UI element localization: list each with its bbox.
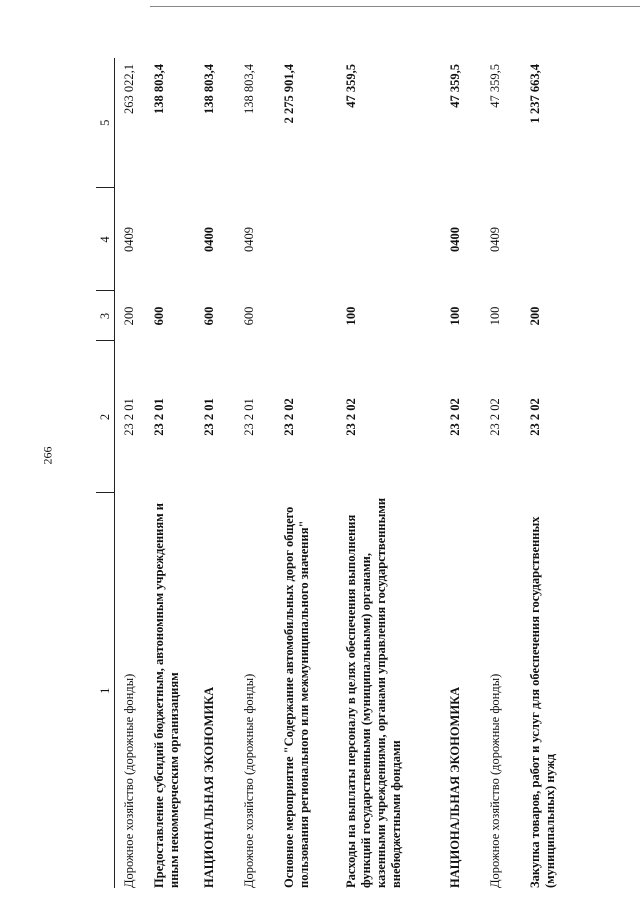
cell-vr-code: 600 (241, 306, 256, 326)
cell-amount: 47 359,5 (343, 64, 358, 108)
cell-name: Дорожное хозяйство (дорожные фонды) (122, 673, 136, 888)
table-row (275, 58, 337, 888)
cell-rz-code: 0409 (487, 227, 502, 252)
table-row (481, 58, 521, 888)
cell-rz-code (145, 188, 195, 291)
top-rule (150, 6, 640, 7)
cell-vr-code: 200 (122, 306, 136, 326)
cell-csr-code: 23 2 02 (447, 398, 462, 436)
cell-rz-code (521, 188, 567, 291)
cell-name: Предоставление субсидий бюджетным, автономным учреждениям и иным некоммерческим организациям (151, 503, 181, 888)
cell-name: Дорожное хозяйство (дорожные фонды) (487, 673, 502, 888)
cell-name: Расходы на выплаты персоналу в целях обеспечения выполнения функций государственными (муниципальными) органами, казенными учреждениями, органами управления государственными внебюджетными фондами (343, 497, 403, 888)
cell-name: Закупка товаров, работ и услуг для обеспечения государственных (муниципальных) нужд (527, 516, 557, 888)
cell-amount: 138 803,4 (151, 64, 166, 114)
cell-vr-code (275, 291, 337, 341)
cell-vr-code: 100 (487, 306, 502, 326)
table-row (337, 58, 441, 888)
cell-csr-code: 23 2 01 (151, 398, 166, 436)
header-col-4: 4 (96, 188, 115, 291)
table-row (195, 58, 235, 888)
cell-amount: 47 359,5 (487, 64, 502, 108)
table-row (235, 58, 275, 888)
cell-amount: 138 803,4 (201, 64, 216, 114)
cell-csr-code: 23 2 01 (201, 398, 216, 436)
cell-csr-code: 23 2 02 (487, 398, 502, 436)
cell-amount: 47 359,5 (447, 64, 462, 108)
rotated-table-container (96, 58, 612, 888)
table-row (441, 58, 481, 888)
cell-vr-code: 100 (343, 306, 358, 326)
cell-amount: 2 275 901,4 (281, 64, 296, 124)
cell-rz-code (337, 188, 441, 291)
table-row (115, 58, 145, 888)
cell-amount: 1 237 663,4 (527, 64, 542, 124)
cell-amount: 263 022,1 (122, 64, 136, 114)
header-row (96, 58, 115, 888)
cell-name: НАЦИОНАЛЬНАЯ ЭКОНОМИКА (201, 686, 216, 888)
cell-vr-code: 600 (151, 306, 166, 326)
cell-rz-code: 0400 (447, 227, 462, 252)
cell-rz-code: 0400 (201, 227, 216, 252)
cell-rz-code: 0409 (241, 227, 256, 252)
table-row (145, 58, 195, 888)
cell-vr-code: 600 (201, 306, 216, 326)
cell-csr-code: 23 2 01 (122, 398, 136, 436)
header-col-1: 1 (96, 493, 115, 888)
cell-csr-code: 23 2 01 (241, 398, 256, 436)
cell-name: НАЦИОНАЛЬНАЯ ЭКОНОМИКА (447, 686, 462, 888)
header-col-2: 2 (96, 341, 115, 493)
cell-name: Дорожное хозяйство (дорожные фонды) (241, 673, 256, 888)
page-number: 266 (40, 446, 55, 465)
cell-vr-code: 200 (527, 306, 542, 326)
budget-table (96, 58, 567, 888)
table-row (521, 58, 567, 888)
cell-csr-code: 23 2 02 (343, 398, 358, 436)
cell-rz-code: 0409 (122, 227, 136, 252)
header-col-3: 3 (96, 291, 115, 341)
cell-vr-code: 100 (447, 306, 462, 326)
cell-csr-code: 23 2 02 (527, 398, 542, 436)
cell-amount: 138 803,4 (241, 64, 256, 114)
cell-csr-code: 23 2 02 (281, 398, 296, 436)
cell-name: Основное мероприятие "Содержание автомобильных дорог общего пользования регионального или межмуниципального значения" (281, 506, 311, 888)
cell-rz-code (275, 188, 337, 291)
header-col-5: 5 (96, 58, 115, 188)
